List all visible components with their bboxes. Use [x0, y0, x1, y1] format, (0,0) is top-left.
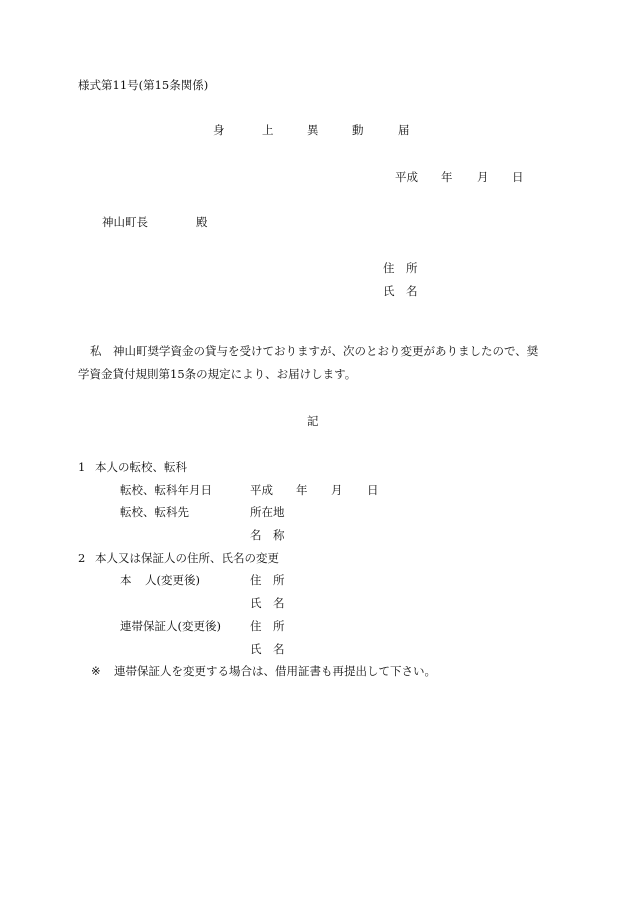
guarantor-label: 連帯保証人(変更後) — [120, 619, 221, 633]
label-char: 所 — [273, 619, 285, 633]
transfer-date-day: 日 — [367, 483, 379, 497]
title-char: 動 — [352, 123, 364, 137]
section1-number: 1 — [78, 460, 86, 474]
label-char: 住 — [250, 573, 262, 587]
section1-heading: 本人の転校、転科 — [95, 460, 187, 474]
label-char: 名 — [273, 596, 285, 610]
date-day: 日 — [512, 170, 524, 184]
label-char: 氏 — [250, 642, 262, 656]
title-char: 異 — [307, 123, 319, 137]
title-char: 上 — [262, 123, 274, 137]
transfer-dest-label: 転校、転科先 — [120, 505, 189, 519]
section2-number: 2 — [78, 551, 86, 565]
form-number: 様式第11号(第15条関係) — [78, 78, 209, 92]
body-line-1: 私 神山町奨学資金の貸与を受けておりますが、次のとおり変更がありましたので、奨 — [90, 344, 539, 358]
addressee-honorific: 殿 — [196, 215, 208, 229]
note-mark: ※ — [91, 664, 101, 678]
label-char: 氏 — [383, 284, 395, 298]
transfer-date-year: 年 — [296, 483, 308, 497]
label-char: 住 — [383, 261, 395, 275]
label-text: 人(変更後) — [145, 573, 200, 587]
label-char: 名 — [250, 528, 262, 542]
label-char: 称 — [273, 528, 285, 542]
addressee-name: 神山町長 — [102, 215, 148, 229]
title-char: 身 — [213, 123, 225, 137]
transfer-date-era: 平成 — [250, 483, 273, 497]
section2-heading: 本人又は保証人の住所、氏名の変更 — [95, 551, 279, 565]
transfer-date-label: 転校、転科年月日 — [120, 483, 212, 497]
label-char: 所 — [406, 261, 418, 275]
label-char: 名 — [273, 642, 285, 656]
date-year: 年 — [441, 170, 453, 184]
ki-heading: 記 — [307, 414, 319, 428]
title-char: 届 — [398, 123, 410, 137]
label-char: 所 — [273, 573, 285, 587]
location-label: 所在地 — [250, 505, 285, 519]
label-char: 名 — [406, 284, 418, 298]
label-char: 本 — [120, 573, 132, 587]
transfer-date-month: 月 — [331, 483, 343, 497]
label-char: 氏 — [250, 596, 262, 610]
body-line-2: 学資金貸付規則第15条の規定により、お届けします。 — [78, 367, 357, 381]
date-month: 月 — [477, 170, 489, 184]
date-era: 平成 — [395, 170, 418, 184]
note-text: 連帯保証人を変更する場合は、借用証書も再提出して下さい。 — [114, 664, 436, 678]
label-char: 住 — [250, 619, 262, 633]
